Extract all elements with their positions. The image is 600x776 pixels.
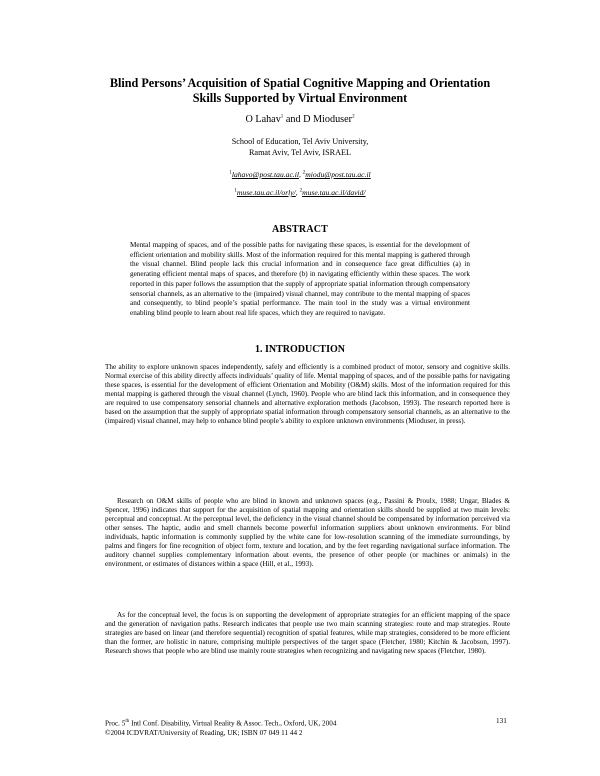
url-1-sup: 1 — [234, 188, 237, 194]
abstract-text: Mental mapping of spaces, and of the possible paths for navigating these spaces, is essential for the development of efficient orientation and mobility skills. Most of the information required for this mental mapping is gathered through the visual channel. Blind people lack this crucial information and in consequence face great difficulties (a) in generating efficient mental maps of spaces, and therefore (b) in navigating efficiently within these spaces. The work reported in this paper follows the assumption that the supply of appropriate spatial information through compensatory sensorial channels, as an alternative to the (impaired) visual channel, may contribute to the mental mapping of spaces and consequently, to blind people’s spatial performance. The main tool in the study was a virtual environment enabling blind people to learn about real life spaces, which they are required to navigate. — [130, 241, 470, 317]
intro-paragraph-1: The ability to explore unknown spaces independently, safely and efficiently is a combined product of motor, sensory and cognitive skills. Normal exercise of this ability directly affects individuals’ quality of life. Mental mapping of spaces, and of the possible paths for navigating these spaces, is essential for the development of efficient Orientation and Mobility (O&M) skills. Most of the information required for this mental mapping is gathered through the visual channel (Lynch, 1960). People who are blind lack this information, and in consequence they are required to use compensatory sensorial channels and alternative exploration methods (Jacobson, 1993). The research reported here is based on the assumption that the supply of appropriate spatial information through compensatory sensorial channels, as an alternative to the (impaired) visual channel, may help to enhance blind people’s ability to explore unknown environments (Mioduser, in press). — [105, 363, 510, 426]
email-2-sup: 2 — [302, 170, 306, 176]
email-line — [0, 170, 600, 179]
footer — [105, 717, 336, 738]
paper-title — [60, 76, 540, 106]
affiliation-line-2: Ramat Aviv, Tel Aviv, ISRAEL — [248, 147, 352, 157]
footer-line-1 — [105, 717, 336, 728]
url-separator: , — [295, 188, 298, 197]
abstract-heading: ABSTRACT — [271, 224, 329, 235]
affiliation-line-1: School of Education, Tel Aviv University, — [231, 137, 369, 146]
footer-sup: th — [125, 719, 130, 724]
title-line-2: Skills Supported by Virtual Environment — [192, 91, 408, 105]
email-1-link[interactable]: lahavo@post.tau.ac.il — [231, 170, 299, 179]
footer-conf: Intl Conf. Disability, Virtual Reality & Assoc. Tech., Oxford, UK, 2004 — [129, 719, 337, 728]
author-2: and D Mioduser — [283, 114, 353, 125]
footer-proc: Proc. 5 — [105, 719, 126, 728]
page-number: 131 — [496, 717, 507, 725]
url-line — [0, 188, 600, 197]
affiliation — [0, 137, 600, 158]
intro-paragraph-3: As for the conceptual level, the focus is on supporting the development of appropriate strategies for an efficient mapping of the space and the generation of navigation paths. Research indicates that people use two main scanning strategies: route and map strategies. Route strategies are based on linear (and therefore sequential) recognition of spatial features, while map strategies, considered to be more efficient than the former, are holistic in nature, comprising multiple perspectives of the target space (Fletcher, 1980; Kitchin & Jacobson, 1997). Research shows that people who are blind use mainly route strategies when recognizing and navigating new spaces (Fletcher, 1980). — [105, 611, 510, 656]
email-2-link[interactable]: miodu@post.tau.ac.il — [305, 170, 371, 179]
title-line-1: Blind Persons’ Acquisition of Spatial Cognitive Mapping and Orientation — [109, 76, 491, 90]
url-2-sup: 2 — [299, 188, 303, 194]
url-2-link[interactable]: muse.tau.ac.il/david/ — [302, 188, 366, 197]
email-separator: , — [298, 170, 301, 179]
author-1-sup: 1 — [280, 114, 284, 120]
url-1-link[interactable]: muse.tau.ac.il/orly/ — [236, 188, 296, 197]
footer-line-2: ©2004 ICDVRAT/University of Reading, UK; ISBN 07 049 11 44 2 — [105, 729, 303, 738]
intro-paragraph-2: Research on O&M skills of people who are blind in known and unknown spaces (e.g., Passini & Proulx, 1988; Ungar, Blades & Spencer, 1996) indicates that support for the acquisition of spatial mapping and orientation skills should be supplied at two main levels: perceptual and conceptual. At the perceptual level, the deficiency in the visual channel should be compensated by information perceived via other senses. The haptic, audio and smell channels become powerful information suppliers about unknown environments. For blind individuals, haptic information is commonly supplied by the white cane for low-resolution scanning of the immediate surroundings, by palms and fingers for fine recognition of object form, texture and location, and by the feet regarding navigational surface information. The auditory channel supplies complementary information about events, the presence of other people (or machines or animals) in the environment, or estimates of distances within a space (Hill, et al., 1993). — [105, 497, 510, 569]
email-1-sup: 1 — [229, 170, 232, 176]
author-1: O Lahav — [245, 114, 281, 125]
introduction-heading: 1. INTRODUCTION — [254, 344, 345, 355]
author-2-sup: 2 — [352, 114, 355, 120]
author-line — [0, 114, 600, 125]
